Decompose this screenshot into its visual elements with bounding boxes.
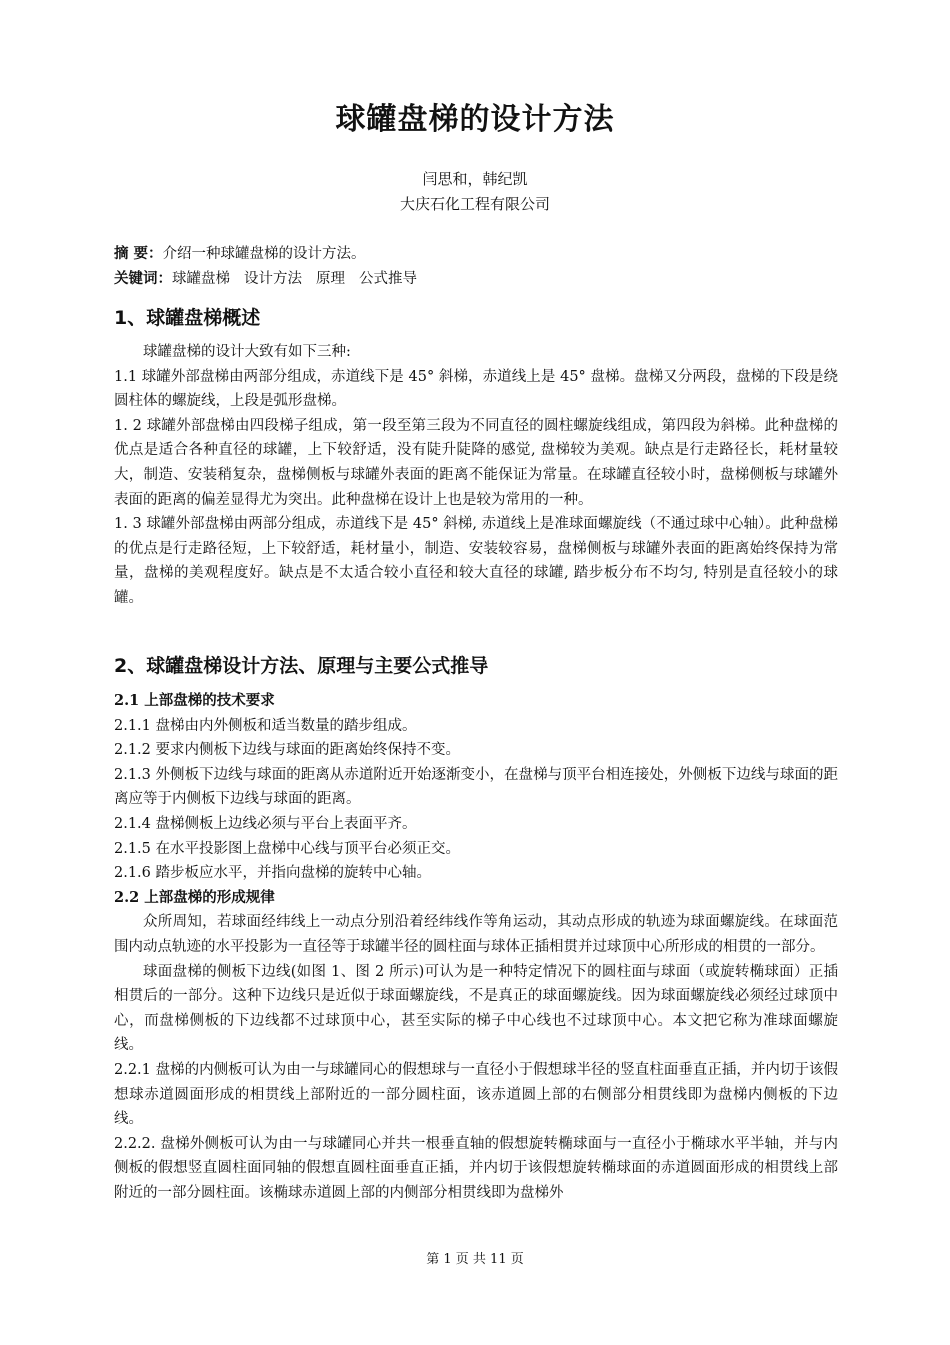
paragraph: 2.1.2 要求内侧板下边线与球面的距离始终保持不变。 xyxy=(114,742,461,759)
section-heading-2: 2、球罐盘梯设计方法、原理与主要公式推导 xyxy=(114,655,489,677)
keyword: 设计方法 xyxy=(244,271,302,287)
section-2-body xyxy=(114,689,838,1205)
paragraph: 2.1.6 踏步板应水平，并指向盘梯的旋转中心轴。 xyxy=(114,865,432,882)
abstract-label: 摘 要： xyxy=(114,245,163,262)
keyword: 球罐盘梯 xyxy=(172,271,230,287)
page-footer: 第 1 页 共 11 页 xyxy=(426,1252,524,1267)
paragraph: 2.1.5 在水平投影图上盘梯中心线与顶平台必须正交。 xyxy=(114,840,461,857)
abstract xyxy=(114,242,838,263)
page-title: 球罐盘梯的设计方法 xyxy=(335,102,615,137)
paragraph: 2.1.3 外侧板下边线与球面的距离从赤道附近开始逐渐变小，在盘梯与顶平台相连接处，外侧板下边线与球面的距离应等于内侧板下边线与球面的距离。 xyxy=(114,766,838,808)
paragraph: 1.1 球罐外部盘梯由两部分组成，赤道线下是 45° 斜梯，赤道线上是 45° 盘梯。盘梯又分两段，盘梯的下段是绕圆柱体的螺旋线，上段是弧形盘梯。 xyxy=(114,368,838,410)
paragraph: 1. 2 球罐外部盘梯由四段梯子组成，第一段至第三段为不同直径的圆柱螺旋线组成，第四段为斜梯。此种盘梯的优点是适合各种直径的球罐，上下较舒适，没有陡升陡降的感觉, 盘梯较为美观。缺点是行走路径长，耗材量较大，制造、安装稍复杂，盘梯侧板与球罐外表面的距离不能保证为常量。在球罐直径较小时，盘梯侧板与球罐外表面的距离的偏差显得尤为突出。此种盘梯在设计上也是较为常用的一种。 xyxy=(114,417,838,508)
paragraph: 2.1.1 盘梯由内外侧板和适当数量的踏步组成。 xyxy=(114,717,417,734)
paragraph: 1. 3 球罐外部盘梯由两部分组成，赤道线下是 45° 斜梯, 赤道线上是准球面螺旋线（不通过球中心轴）。此种盘梯的优点是行走路径短，上下较舒适，耗材量小，制造、安装较容易，盘梯侧板与球罐外表面的距离始终保持为常量，盘梯的美观程度好。缺点是不太适合较小直径和较大直径的球罐, 踏步板分布不均匀, 特别是直径较小的球罐。 xyxy=(114,516,838,606)
paragraph: 球面盘梯的侧板下边线(如图 1、图 2 所示)可认为是一种特定情况下的圆柱面与球面（或旋转椭球面）正插相贯后的一部分。这种下边线只是近似于球面螺旋线，不是真正的球面螺旋线。因为球面螺旋线必须经过球顶中心，而盘梯侧板的下边线都不过球顶中心，甚至实际的梯子中心线也不过球顶中心。本文把它称为准球面螺旋线。 xyxy=(114,963,838,1054)
section-heading-1: 1、球罐盘梯概述 xyxy=(114,307,261,329)
keyword: 原理 xyxy=(316,271,345,287)
paragraph: 2.2.1 盘梯的内侧板可认为由一与球罐同心的假想球与一直径小于假想球半径的竖直柱面垂直正插，并内切于该假想球赤道圆面形成的相贯线上部附近的一部分圆柱面，该赤道圆上部的右侧部分相贯线即为盘梯内侧板的下边线。 xyxy=(114,1061,838,1128)
keyword: 公式推导 xyxy=(359,271,417,287)
subsection-heading: 2.2 上部盘梯的形成规律 xyxy=(114,888,275,906)
abstract-text: 介绍一种球罐盘梯的设计方法。 xyxy=(162,246,366,262)
keywords xyxy=(114,267,838,288)
paragraph: 众所周知，若球面经纬线上一动点分别沿着经纬线作等角运动，其动点形成的轨迹为球面螺旋线。在球面范围内动点轨迹的水平投影为一直径等于球罐半径的圆柱面与球体正插相贯并过球顶中心所形成的相贯的一部分。 xyxy=(114,914,838,955)
subsection-heading: 2.1 上部盘梯的技术要求 xyxy=(114,692,275,709)
paragraph: 球罐盘梯的设计大致有如下三种: xyxy=(143,344,351,360)
section-1-body xyxy=(114,340,838,611)
paragraph: 2.1.4 盘梯侧板上边线必须与平台上表面平齐。 xyxy=(114,815,417,832)
keywords-label: 关键词： xyxy=(114,270,172,287)
organization: 大庆石化工程有限公司 xyxy=(399,195,550,213)
authors: 闫思和，韩纪凯 xyxy=(422,170,528,188)
paragraph: 2.2.2. 盘梯外侧板可认为由一与球罐同心并共一根垂直轴的假想旋转椭球面与一直径小于椭球水平半轴，并与内侧板的假想竖直圆柱面同轴的假想直圆柱面垂直正插，并内切于该假想旋转椭球面的赤道圆面形成的相贯线上部附近的一部分圆柱面。该椭球赤道圆上部的内侧部分相贯线即为盘梯外 xyxy=(114,1135,838,1201)
